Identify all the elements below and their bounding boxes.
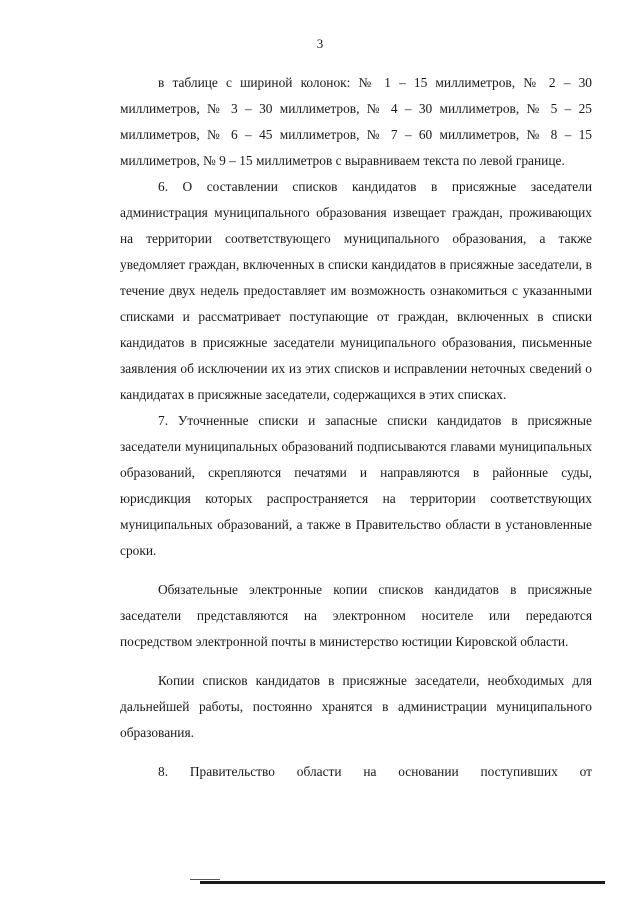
paragraph-item-7: 7. Уточненные списки и запасные списки кандидатов в присяжные заседатели муниципальных образований подписываются главами муниципальных образований, скрепляются печатями и направляются в районные суды, юрисдикция которых распространяется на территории соответствующих муниципальных образований, а также в Правительство области в установленные сроки. (120, 413, 592, 558)
paragraph-electronic-copies: Обязательные электронные копии списков кандидатов в присяжные заседатели представляются на электронном носителе или передаются посредством электронной почты в министерство юстиции Кировской области. (120, 582, 592, 649)
paragraph-item-8: 8. Правительство области на основании поступивших от (158, 764, 592, 779)
footer-rule (200, 881, 605, 884)
footer-rule-thin (190, 879, 220, 880)
paragraph-copies-storage: Копии списков кандидатов в присяжные заседатели, необходимых для дальнейшей работы, постоянно хранятся в администрации муниципального образования. (120, 673, 592, 740)
paragraph-item-6: 6. О составлении списков кандидатов в присяжные заседатели администрация муниципального образования извещает граждан, проживающих на территории соответствующего муниципального образования, а также уведомляет граждан, включенных в списки кандидатов в присяжные заседатели, в течение двух недель предоставляет им возможность ознакомиться с указанными списками и рассматривает поступающие от граждан, включенных в списки кандидатов в присяжные заседатели муниципального образования, письменные заявления об исключении их из этих списков и исправлении неточных сведений о кандидатах в присяжные заседатели, содержащихся в этих списках. (120, 179, 592, 402)
paragraph-table-columns: в таблице с шириной колонок: № 1 – 15 миллиметров, № 2 – 30 миллиметров, № 3 – 30 миллиметров, № 4 – 30 миллиметров, № 5 – 25 миллиметров, № 6 – 45 миллиметров, № 7 – 60 миллиметров, № 8 – 15 миллиметров, № 9 – 15 миллиметров с выравниваем текста по левой границе. (120, 75, 592, 168)
page-number: 3 (316, 36, 324, 51)
document-body (120, 70, 592, 785)
